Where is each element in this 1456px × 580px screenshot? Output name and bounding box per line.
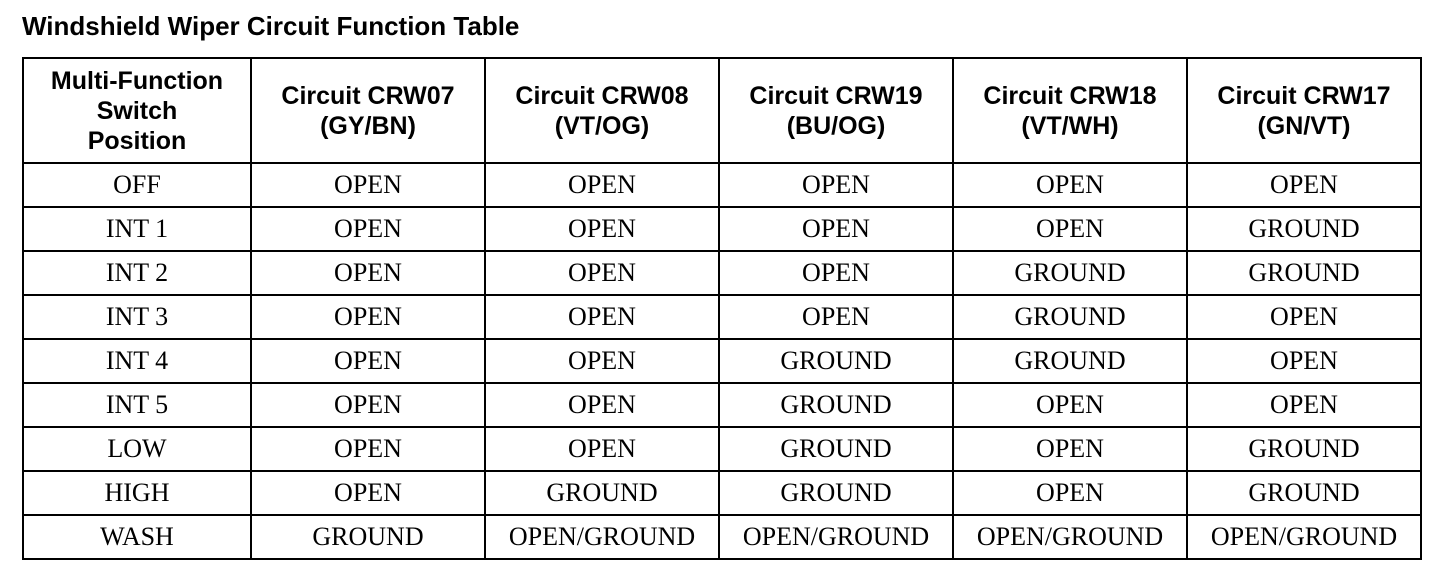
table-cell: GROUND: [1187, 471, 1421, 515]
table-cell: OPEN: [1187, 339, 1421, 383]
column-header-crw19: [719, 58, 953, 163]
table-row: [23, 295, 1421, 339]
table-row: [23, 427, 1421, 471]
table-cell: GROUND: [719, 383, 953, 427]
table-row: [23, 383, 1421, 427]
table-cell: OPEN: [485, 163, 719, 207]
table-cell: OPEN: [1187, 383, 1421, 427]
table-cell: GROUND: [1187, 251, 1421, 295]
header-row: [23, 58, 1421, 163]
header-line: (VT/OG): [554, 111, 650, 140]
table-row: [23, 339, 1421, 383]
header-line: Circuit CRW18: [983, 81, 1157, 110]
table-cell: OPEN: [251, 339, 485, 383]
table-cell: OPEN: [719, 295, 953, 339]
table-cell: OPEN: [719, 207, 953, 251]
table-row: [23, 251, 1421, 295]
switch-position-cell: INT 2: [23, 251, 251, 295]
switch-position-cell: INT 4: [23, 339, 251, 383]
table-cell: OPEN: [953, 207, 1187, 251]
table-title: Windshield Wiper Circuit Function Table: [22, 11, 520, 41]
table-cell: OPEN/GROUND: [1187, 515, 1421, 559]
table-cell: GROUND: [953, 251, 1187, 295]
table-cell: OPEN: [485, 339, 719, 383]
header-line: Circuit CRW17: [1217, 81, 1391, 110]
table-cell: OPEN: [251, 471, 485, 515]
table-cell: GROUND: [953, 339, 1187, 383]
table-cell: OPEN: [251, 163, 485, 207]
table-cell: GROUND: [1187, 427, 1421, 471]
table-cell: GROUND: [251, 515, 485, 559]
table-cell: OPEN: [251, 251, 485, 295]
switch-position-cell: LOW: [23, 427, 251, 471]
header-line: Multi-Function: [50, 66, 224, 95]
switch-position-cell: INT 1: [23, 207, 251, 251]
table-cell: OPEN/GROUND: [953, 515, 1187, 559]
table-cell: OPEN: [251, 295, 485, 339]
table-row: [23, 515, 1421, 559]
table-cell: GROUND: [1187, 207, 1421, 251]
switch-position-cell: INT 5: [23, 383, 251, 427]
table-cell: OPEN: [953, 163, 1187, 207]
table-cell: OPEN: [485, 383, 719, 427]
header-line: Circuit CRW07: [281, 81, 455, 110]
header-line: Circuit CRW08: [515, 81, 689, 110]
header-line: Position: [87, 126, 187, 155]
table-cell: OPEN: [251, 427, 485, 471]
table-cell: OPEN/GROUND: [719, 515, 953, 559]
table-cell: GROUND: [719, 427, 953, 471]
table-cell: OPEN: [953, 471, 1187, 515]
table-cell: OPEN: [251, 207, 485, 251]
table-cell: OPEN: [485, 207, 719, 251]
header-line: (GN/VT): [1257, 111, 1351, 140]
table-cell: OPEN: [485, 251, 719, 295]
switch-position-cell: INT 3: [23, 295, 251, 339]
table-cell: GROUND: [719, 339, 953, 383]
header-line: (BU/OG): [786, 111, 886, 140]
table-cell: OPEN/GROUND: [485, 515, 719, 559]
column-header-crw17: [1187, 58, 1421, 163]
table-cell: OPEN: [1187, 163, 1421, 207]
switch-position-cell: HIGH: [23, 471, 251, 515]
table-row: [23, 207, 1421, 251]
column-header-crw18: [953, 58, 1187, 163]
header-line: Circuit CRW19: [749, 81, 923, 110]
table-cell: OPEN: [953, 427, 1187, 471]
circuit-function-table: [22, 57, 1422, 560]
table-cell: GROUND: [953, 295, 1187, 339]
table-cell: GROUND: [719, 471, 953, 515]
column-header-crw08: [485, 58, 719, 163]
header-line: (GY/BN): [320, 111, 416, 140]
table-cell: OPEN: [719, 163, 953, 207]
table-cell: OPEN: [719, 251, 953, 295]
switch-position-cell: OFF: [23, 163, 251, 207]
table-cell: OPEN: [953, 383, 1187, 427]
table-cell: GROUND: [485, 471, 719, 515]
table-cell: OPEN: [1187, 295, 1421, 339]
header-line: Switch: [96, 96, 178, 125]
header-line: (VT/WH): [1021, 111, 1119, 140]
table-row: [23, 471, 1421, 515]
table-cell: OPEN: [485, 427, 719, 471]
table-row: [23, 163, 1421, 207]
switch-position-cell: WASH: [23, 515, 251, 559]
column-header-switch-position: [23, 58, 251, 163]
table-cell: OPEN: [251, 383, 485, 427]
table-cell: OPEN: [485, 295, 719, 339]
column-header-crw07: [251, 58, 485, 163]
